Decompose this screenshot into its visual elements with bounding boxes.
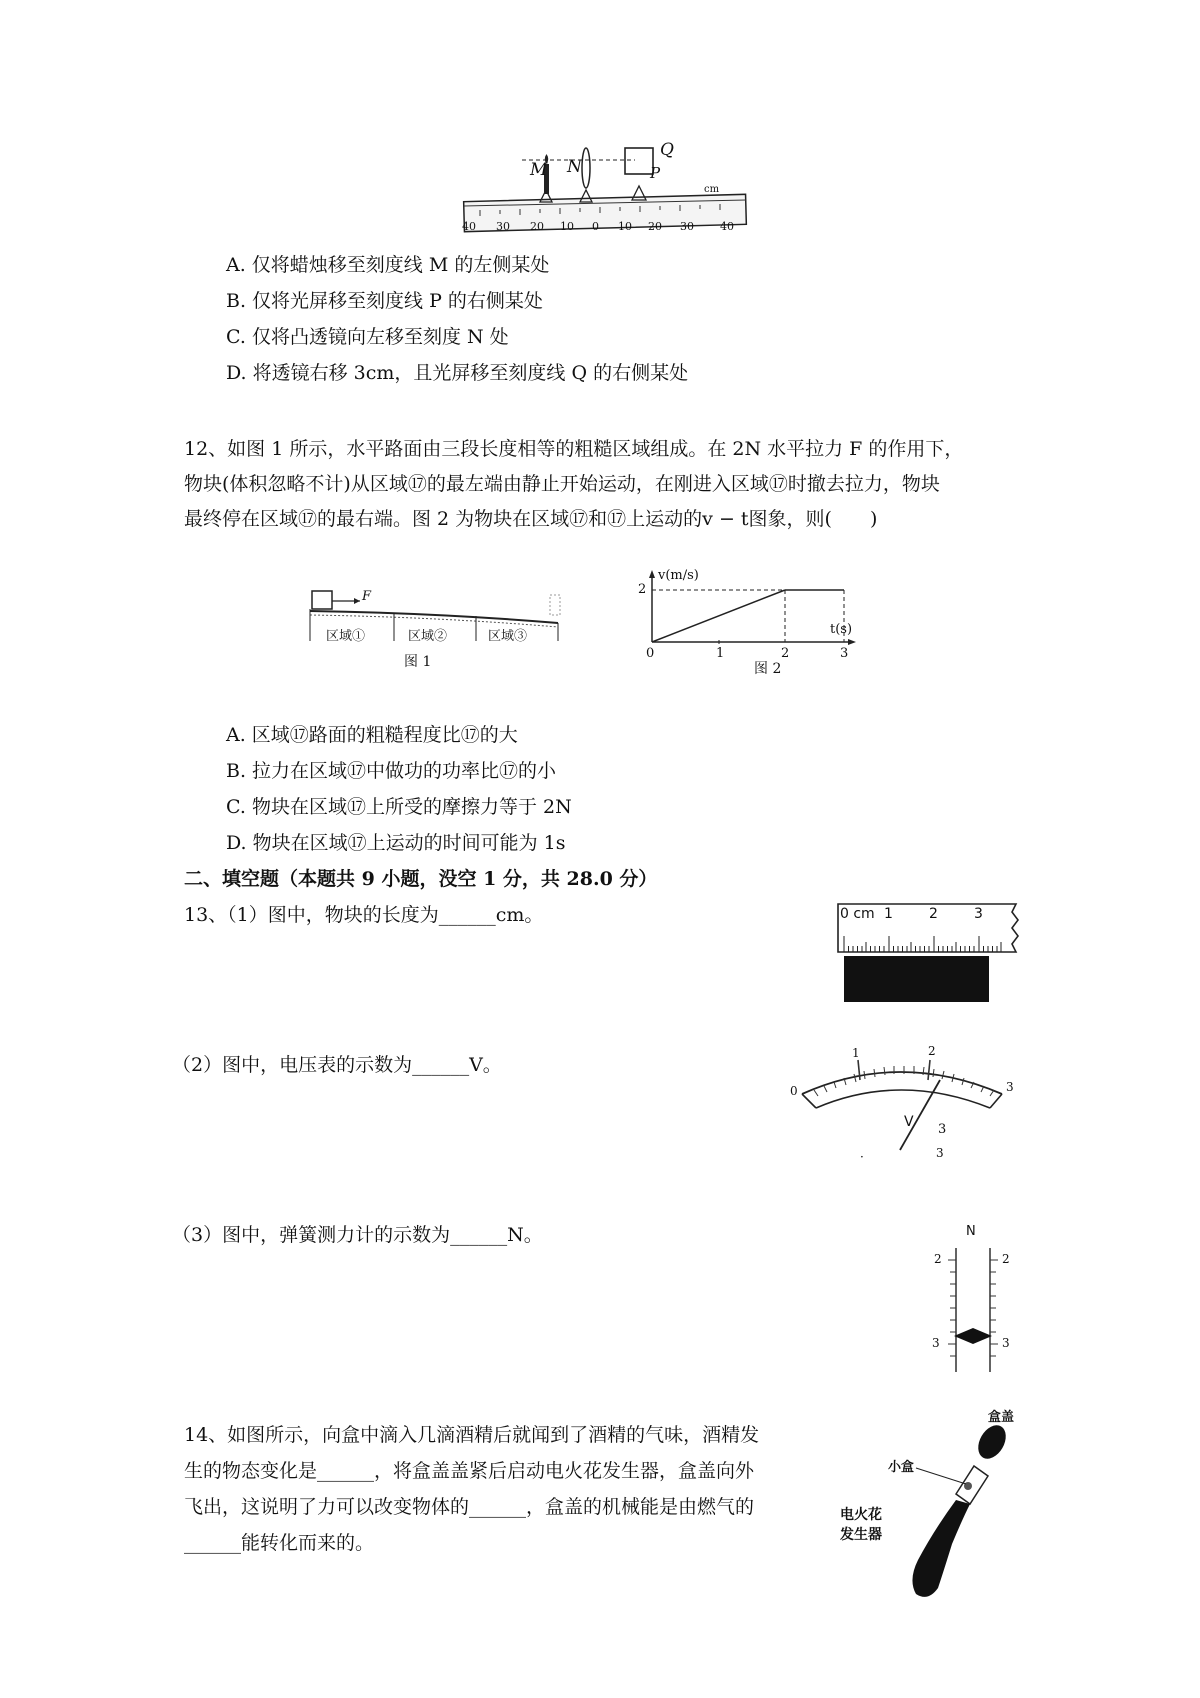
q13-part-2: （2）图中，电压表的示数为______V。 xyxy=(172,1054,502,1076)
voltmeter-scale-3: 3 xyxy=(1006,1080,1014,1094)
voltmeter-scale-2: 2 xyxy=(928,1044,936,1058)
bench-tick: 10 xyxy=(560,220,574,233)
figure-2-caption: 图 2 xyxy=(754,661,782,677)
optical-bench-figure xyxy=(460,140,750,240)
bench-tick: 40 xyxy=(720,220,734,233)
bench-tick: 10 xyxy=(618,220,632,233)
spring-scale-unit: N xyxy=(966,1224,976,1239)
figure-1-caption: 图 1 xyxy=(404,654,432,670)
terminal-right: 3 xyxy=(936,1146,944,1160)
label-p: P xyxy=(650,164,661,182)
q12-option-d: D. 物块在区域⑰上运动的时间可能为 1s xyxy=(226,832,566,854)
q11-option-a: A. 仅将蜡烛移至刻度线 M 的左侧某处 xyxy=(226,254,550,276)
ruler-figure xyxy=(834,900,1024,1006)
spark-generator-figure xyxy=(838,1410,1038,1610)
q14-line-4: ______能转化而来的。 xyxy=(184,1532,375,1554)
q11-option-c: C. 仅将凸透镜向左移至刻度 N 处 xyxy=(226,326,509,348)
spring-scale-figure xyxy=(918,1224,1028,1374)
q12-figure-2 xyxy=(622,568,862,677)
voltmeter-scale-1: 1 xyxy=(852,1046,860,1060)
voltmeter-symbol: V xyxy=(904,1114,914,1130)
region-3-label: 区域③ xyxy=(488,629,528,644)
spring-scale-label-3-left: 3 xyxy=(932,1336,940,1350)
ruler-zero-unit: 0 cm xyxy=(840,906,875,922)
voltmeter-scale-0: 0 xyxy=(790,1084,798,1098)
q11-option-b: B. 仅将光屏移至刻度线 P 的右侧某处 xyxy=(226,290,543,312)
q11-option-d: D. 将透镜右移 3cm，且光屏移至刻度线 Q 的右侧某处 xyxy=(226,362,689,384)
voltmeter-figure xyxy=(790,1040,1030,1170)
spring-scale-label-2-right: 2 xyxy=(1002,1252,1010,1266)
region-1-label: 区域① xyxy=(326,629,366,644)
t-tick-3: 3 xyxy=(840,646,849,661)
q12-stem-line-1: 12、如图 1 所示，水平路面由三段长度相等的粗糙区域组成。在 2N 水平拉力 F 的作用下， xyxy=(184,438,964,460)
bench-tick: 30 xyxy=(680,220,694,233)
generator-label-2: 发生器 xyxy=(840,1527,882,1543)
label-q: Q xyxy=(660,140,674,160)
q14-line-3: 飞出，这说明了力可以改变物体的______，盒盖的机械能是由燃气的 xyxy=(184,1496,755,1518)
ruler-tick-2: 2 xyxy=(929,906,938,922)
box-label: 小盒 xyxy=(888,1460,915,1475)
t-axis-label: t(s) xyxy=(830,622,853,637)
spring-scale-label-2-left: 2 xyxy=(934,1252,942,1266)
q12-option-c: C. 物块在区域⑰上所受的摩擦力等于 2N xyxy=(226,796,572,818)
t-tick-0: 0 xyxy=(646,646,655,661)
lid-label: 盒盖 xyxy=(988,1410,1015,1425)
t-tick-2: 2 xyxy=(781,646,790,661)
voltmeter-range-label: 3 xyxy=(938,1122,947,1137)
label-m: M xyxy=(530,160,548,180)
q13-part-3: （3）图中，弹簧测力计的示数为______N。 xyxy=(172,1224,543,1246)
v-tick-2: 2 xyxy=(638,582,647,597)
q12-stem-line-3: 最终停在区域⑰的最右端。图 2 为物块在区域⑰和⑰上运动的v − t图象，则( ) xyxy=(184,508,878,530)
ruler-unit: cm xyxy=(704,184,720,195)
section-2-title: 二、填空题（本题共 9 小题，没空 1 分，共 28.0 分） xyxy=(184,868,658,890)
q12-option-b: B. 拉力在区域⑰中做功的功率比⑰的小 xyxy=(226,760,557,782)
bench-tick: 0 xyxy=(592,220,599,233)
q12-figure-1 xyxy=(308,585,568,675)
bench-tick: 40 xyxy=(462,220,476,233)
force-label: F xyxy=(362,589,372,604)
region-2-label: 区域② xyxy=(408,629,448,644)
bench-tick: 20 xyxy=(530,220,544,233)
ruler-tick-1: 1 xyxy=(884,906,893,922)
bench-tick: 20 xyxy=(648,220,662,233)
q14-line-2: 生的物态变化是______，将盒盖盖紧后启动电火花发生器，盒盖向外 xyxy=(184,1460,755,1482)
ruler-tick-3: 3 xyxy=(974,906,983,922)
spring-scale-label-3-right: 3 xyxy=(1002,1336,1010,1350)
generator-label-1: 电火花 xyxy=(840,1507,882,1523)
bench-tick: 30 xyxy=(496,220,510,233)
label-n: N xyxy=(567,157,582,177)
q14-line-1: 14、如图所示，向盒中滴入几滴酒精后就闻到了酒精的气味，酒精发 xyxy=(184,1424,760,1446)
q13-part-1: 13、（1）图中，物块的长度为______cm。 xyxy=(184,904,544,926)
v-axis-label: v(m/s) xyxy=(658,568,699,583)
q12-stem-line-2: 物块(体积忽略不计)从区域⑰的最左端由静止开始运动，在刚进入区域⑰时撤去拉力，物块 xyxy=(184,473,940,495)
terminal-left: · xyxy=(860,1150,864,1164)
t-tick-1: 1 xyxy=(716,646,725,661)
q12-option-a: A. 区域⑰路面的粗糙程度比⑰的大 xyxy=(226,724,518,746)
